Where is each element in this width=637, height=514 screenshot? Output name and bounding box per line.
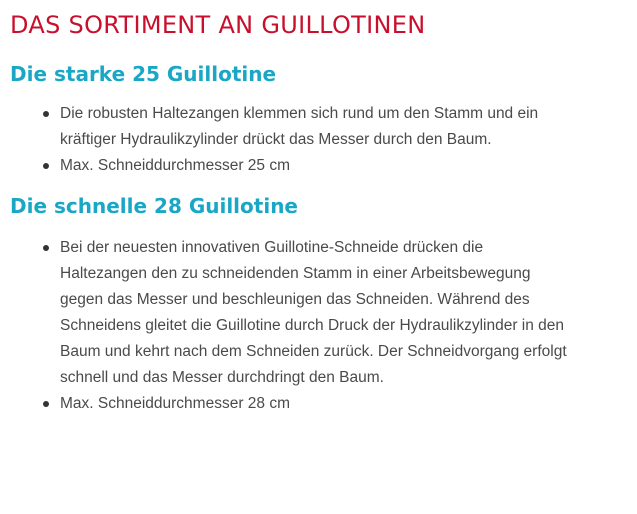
list-item	[10, 153, 570, 179]
section-schnelle-28	[10, 191, 630, 417]
feature-list-schnelle-28	[10, 235, 630, 417]
section-starke-25	[10, 59, 630, 179]
page-title: DAS SORTIMENT AN GUILLOTINEN	[10, 11, 426, 39]
bullet-icon	[43, 245, 49, 251]
list-item-text: Max. Schneiddurchmesser 25 cm	[60, 157, 291, 174]
bullet-icon	[43, 111, 49, 117]
list-item-text: Die robusten Haltezangen klemmen sich rund um den Stamm und ein kräftiger Hydraulikzylinder drückt das Messer durch den Baum.	[60, 105, 539, 148]
section-title-schnelle-28: Die schnelle 28 Guillotine	[10, 194, 298, 218]
list-item-text: Max. Schneiddurchmesser 28 cm	[60, 395, 291, 412]
section-title-starke-25: Die starke 25 Guillotine	[10, 62, 277, 86]
feature-list-starke-25	[10, 101, 630, 179]
bullet-icon	[43, 163, 49, 169]
list-item-text: Bei der neuesten innovativen Guillotine-Schneide drücken die Haltezangen den zu schneidenden Stamm in einer Arbeitsbewegung gegen das Messer und beschleunigen das Schneiden. Während des Schneidens gleitet die Guillotine durch Druck der Hydraulikzylinder in den Baum und kehrt nach dem Schneiden zurück. Der Schneidvorgang erfolgt schnell und das Messer durchdringt den Baum.	[60, 239, 567, 386]
list-item	[10, 101, 570, 153]
bullet-icon	[43, 401, 49, 407]
list-item	[10, 391, 570, 417]
content-area	[10, 8, 630, 417]
list-item	[10, 235, 570, 391]
